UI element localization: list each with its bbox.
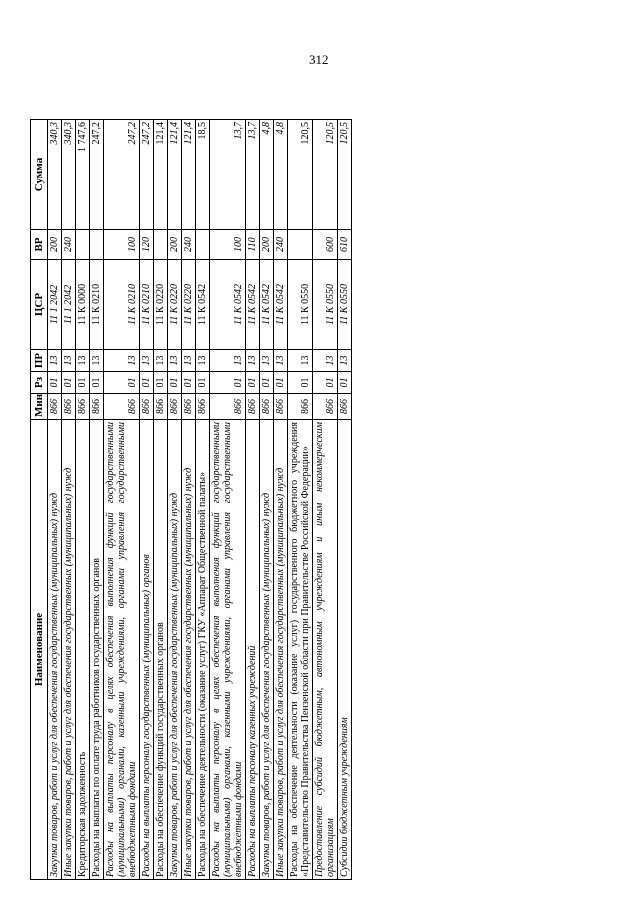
cell-csr: 11 К 0220 <box>182 260 196 350</box>
cell-rz: 01 <box>168 372 182 394</box>
table-row <box>260 120 274 880</box>
cell-csr: 11 К 0220 <box>168 260 182 350</box>
cell-sum: 120,5 <box>313 120 338 230</box>
cell-rz: 01 <box>274 372 288 394</box>
cell-csr: 11 К 0542 <box>260 260 274 350</box>
cell-min: 866 <box>338 394 352 420</box>
cell-sum: 13,7 <box>246 120 260 230</box>
cell-sum: 13,7 <box>210 120 246 230</box>
cell-csr: 11 К 0210 <box>140 260 154 350</box>
cell-name: Закупка товаров, работ и услуг для обеспечения государственных (муниципальных) нужд <box>168 420 182 880</box>
cell-pr: 13 <box>168 350 182 372</box>
cell-min: 866 <box>274 394 288 420</box>
cell-name: Иные закупки товаров, работ и услуг для обеспечения государственных (муниципальных) нужд <box>62 420 76 880</box>
cell-sum: 247,2 <box>140 120 154 230</box>
cell-min: 866 <box>90 394 104 420</box>
cell-vr <box>90 230 104 260</box>
cell-vr: 240 <box>182 230 196 260</box>
table-row <box>90 120 104 880</box>
cell-pr: 13 <box>313 350 338 372</box>
cell-sum: 340,3 <box>48 120 62 230</box>
header-rz: Рз <box>31 372 48 394</box>
cell-pr: 13 <box>62 350 76 372</box>
cell-pr: 13 <box>246 350 260 372</box>
table-row <box>288 120 313 880</box>
cell-csr: 11 К 0210 <box>90 260 104 350</box>
cell-rz: 01 <box>154 372 168 394</box>
cell-pr: 13 <box>210 350 246 372</box>
cell-sum: 121,4 <box>168 120 182 230</box>
cell-min: 866 <box>62 394 76 420</box>
cell-min: 866 <box>168 394 182 420</box>
table-row <box>313 120 338 880</box>
cell-csr: 11 К 0210 <box>104 260 140 350</box>
cell-sum: 18,5 <box>196 120 210 230</box>
cell-rz: 01 <box>62 372 76 394</box>
table-row <box>210 120 246 880</box>
cell-pr: 13 <box>104 350 140 372</box>
rotated-table-container <box>30 120 604 880</box>
cell-sum: 120,5 <box>288 120 313 230</box>
cell-vr: 610 <box>338 230 352 260</box>
cell-csr: 11 К 0542 <box>210 260 246 350</box>
header-sum: Сумма <box>31 120 48 230</box>
cell-name: Кредиторская задолженность <box>76 420 90 880</box>
cell-sum: 121,4 <box>182 120 196 230</box>
table-row <box>274 120 288 880</box>
cell-rz: 01 <box>48 372 62 394</box>
cell-csr: 11 К 0550 <box>313 260 338 350</box>
cell-csr: 11 К 0220 <box>154 260 168 350</box>
cell-vr: 100 <box>210 230 246 260</box>
cell-rz: 01 <box>182 372 196 394</box>
cell-vr: 200 <box>260 230 274 260</box>
cell-csr: 11 К 0542 <box>246 260 260 350</box>
cell-name: Закупка товаров, работ и услуг для обеспечения государственных (муниципальных) нужд <box>48 420 62 880</box>
cell-vr: 240 <box>62 230 76 260</box>
cell-pr: 13 <box>48 350 62 372</box>
cell-pr: 13 <box>338 350 352 372</box>
cell-name: Расходы на обеспечение деятельности (оказание услуг) ГКУ «Аппарат Общественной палаты» <box>196 420 210 880</box>
header-pr: ПР <box>31 350 48 372</box>
cell-min: 866 <box>246 394 260 420</box>
cell-min: 866 <box>288 394 313 420</box>
cell-sum: 247,2 <box>90 120 104 230</box>
table-row <box>76 120 90 880</box>
cell-min: 866 <box>182 394 196 420</box>
cell-csr: 11 1 2042 <box>48 260 62 350</box>
cell-sum: 340,3 <box>62 120 76 230</box>
cell-name: Расходы на выплаты персоналу в целях обеспечения выполнения функций государственными (муниципальными) органами, казенными учреждениями, органами управления государственными внебюджетными фондами <box>210 420 246 880</box>
cell-name: Расходы на обеспечение деятельности (оказание услуг) государственного бюджетного учреждения «Представительство Правительства Пензенской области при Правительстве Российской Федерации» <box>288 420 313 880</box>
cell-vr: 100 <box>104 230 140 260</box>
cell-pr: 13 <box>90 350 104 372</box>
table-row <box>62 120 76 880</box>
cell-csr: 11 К 0542 <box>196 260 210 350</box>
cell-name: Иные закупки товаров, работ и услуг для обеспечения государственных (муниципальных) нужд <box>182 420 196 880</box>
cell-rz: 01 <box>288 372 313 394</box>
cell-pr: 13 <box>76 350 90 372</box>
cell-sum: 247,2 <box>104 120 140 230</box>
table-row <box>196 120 210 880</box>
page-number: 312 <box>309 52 329 67</box>
cell-name: Расходы на выплаты персоналу казенных учреждений <box>246 420 260 880</box>
cell-vr: 240 <box>274 230 288 260</box>
table-row <box>154 120 168 880</box>
cell-name: Расходы на выплаты персоналу в целях обеспечения выполнения функций государственными (муниципальными) органами, казенными учреждениями, органами управления государственными внебюджетными фондами <box>104 420 140 880</box>
cell-rz: 01 <box>76 372 90 394</box>
cell-vr: 200 <box>48 230 62 260</box>
table-body <box>48 120 352 880</box>
cell-pr: 13 <box>260 350 274 372</box>
cell-vr <box>154 230 168 260</box>
cell-name: Субсидии бюджетным учреждениям <box>338 420 352 880</box>
cell-rz: 01 <box>260 372 274 394</box>
cell-rz: 01 <box>196 372 210 394</box>
cell-vr: 120 <box>140 230 154 260</box>
cell-min: 866 <box>76 394 90 420</box>
cell-name: Расходы на обеспечение функций государственных органов <box>154 420 168 880</box>
cell-rz: 01 <box>140 372 154 394</box>
cell-name: Расходы на выплаты персоналу государственных (муниципальных) органов <box>140 420 154 880</box>
cell-pr: 13 <box>140 350 154 372</box>
table-header-row <box>31 120 48 880</box>
cell-vr: 200 <box>168 230 182 260</box>
cell-rz: 01 <box>246 372 260 394</box>
cell-rz: 01 <box>104 372 140 394</box>
cell-csr: 11 К 0550 <box>338 260 352 350</box>
cell-rz: 01 <box>210 372 246 394</box>
table-row <box>338 120 352 880</box>
cell-min: 866 <box>140 394 154 420</box>
cell-sum: 1 747,6 <box>76 120 90 230</box>
cell-csr: 11 1 2042 <box>62 260 76 350</box>
table-row <box>246 120 260 880</box>
table-row <box>104 120 140 880</box>
table-row <box>182 120 196 880</box>
cell-min: 866 <box>313 394 338 420</box>
cell-pr: 13 <box>196 350 210 372</box>
table-row <box>140 120 154 880</box>
cell-pr: 13 <box>288 350 313 372</box>
cell-vr <box>76 230 90 260</box>
cell-vr <box>196 230 210 260</box>
cell-min: 866 <box>210 394 246 420</box>
cell-min: 866 <box>196 394 210 420</box>
header-csr: ЦСР <box>31 260 48 350</box>
cell-min: 866 <box>260 394 274 420</box>
cell-rz: 01 <box>90 372 104 394</box>
cell-name: Предоставление субсидий бюджетным, автономным учреждениям и иным некоммерческим организациям <box>313 420 338 880</box>
cell-name: Иные закупки товаров, работ и услуг для обеспечения государственных (муниципальных) нужд <box>274 420 288 880</box>
cell-vr: 110 <box>246 230 260 260</box>
cell-pr: 13 <box>274 350 288 372</box>
cell-csr: 11 К 0542 <box>274 260 288 350</box>
cell-sum: 4,8 <box>274 120 288 230</box>
cell-rz: 01 <box>338 372 352 394</box>
cell-vr: 600 <box>313 230 338 260</box>
header-name: Наименование <box>31 420 48 880</box>
budget-table <box>30 119 352 880</box>
header-min: Мин <box>31 394 48 420</box>
cell-min: 866 <box>104 394 140 420</box>
cell-csr: 11 К 0000 <box>76 260 90 350</box>
table-row <box>168 120 182 880</box>
cell-sum: 4,8 <box>260 120 274 230</box>
cell-vr <box>288 230 313 260</box>
cell-sum: 120,5 <box>338 120 352 230</box>
table-row <box>48 120 62 880</box>
cell-name: Закупка товаров, работ и услуг для обеспечения государственных (муниципальных) нужд <box>260 420 274 880</box>
cell-min: 866 <box>48 394 62 420</box>
cell-pr: 13 <box>154 350 168 372</box>
cell-rz: 01 <box>313 372 338 394</box>
header-vr: ВР <box>31 230 48 260</box>
cell-name: Расходы на выплаты по оплате труда работников государственных органов <box>90 420 104 880</box>
cell-sum: 121,4 <box>154 120 168 230</box>
cell-pr: 13 <box>182 350 196 372</box>
cell-csr: 11 К 0550 <box>288 260 313 350</box>
cell-min: 866 <box>154 394 168 420</box>
